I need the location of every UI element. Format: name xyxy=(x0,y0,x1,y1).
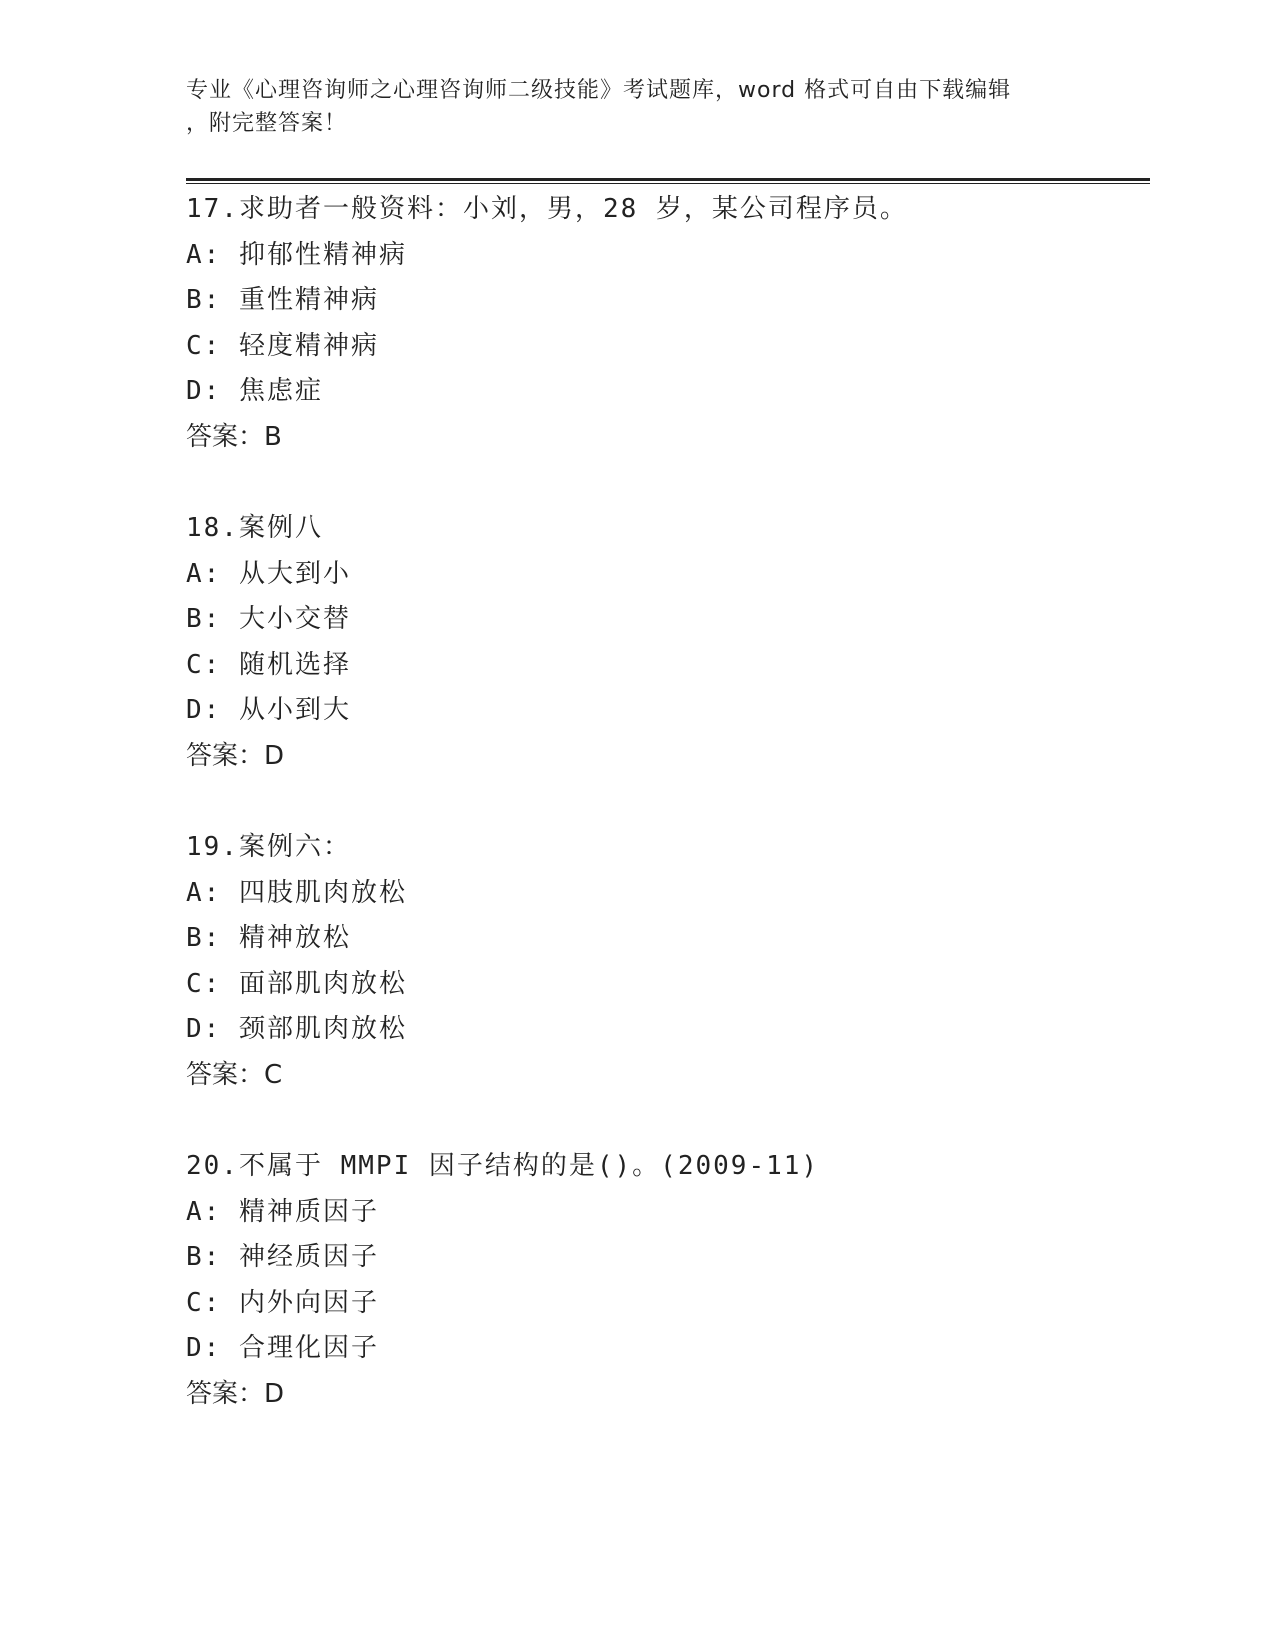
option-a: A: 抑郁性精神病 xyxy=(186,239,407,270)
option-b: B: 重性精神病 xyxy=(186,285,379,316)
header-divider-thin xyxy=(186,183,1150,184)
document-header xyxy=(186,74,1086,140)
option-d: D: 合理化因子 xyxy=(186,1333,379,1364)
option-a: A: 从大到小 xyxy=(186,558,351,589)
option-b: B: 大小交替 xyxy=(186,604,351,635)
option-a: A: 四肢肌肉放松 xyxy=(186,877,407,908)
answer-line: 答案：B xyxy=(186,421,282,452)
question-stem: 19.案例六： xyxy=(186,832,351,862)
answer-line: 答案：C xyxy=(186,1059,283,1090)
option-c: C: 轻度精神病 xyxy=(186,330,379,361)
option-b: B: 精神放松 xyxy=(186,923,351,954)
header-divider-thick xyxy=(186,178,1150,181)
question-stem: 18.案例八 xyxy=(186,513,323,543)
option-b: B: 神经质因子 xyxy=(186,1242,379,1273)
question-17 xyxy=(186,187,1146,461)
question-stem: 17.求助者一般资料：小刘，男，28 岁，某公司程序员。 xyxy=(186,194,908,224)
option-c: C: 内外向因子 xyxy=(186,1287,379,1318)
question-20 xyxy=(186,1144,1146,1418)
answer-line: 答案：D xyxy=(186,1378,285,1409)
option-a: A: 精神质因子 xyxy=(186,1196,379,1227)
question-stem: 20.不属于 MMPI 因子结构的是()。(2009-11) xyxy=(186,1151,820,1181)
option-c: C: 面部肌肉放松 xyxy=(186,968,407,999)
question-19 xyxy=(186,825,1146,1099)
option-d: D: 焦虑症 xyxy=(186,376,323,407)
header-line-2: ，附完整答案！ xyxy=(186,111,348,136)
option-d: D: 颈部肌肉放松 xyxy=(186,1014,407,1045)
option-c: C: 随机选择 xyxy=(186,649,351,680)
answer-line: 答案：D xyxy=(186,740,285,771)
header-line-1: 专业《心理咨询师之心理咨询师二级技能》考试题库，word 格式可自由下载编辑 xyxy=(186,78,1012,103)
question-18 xyxy=(186,506,1146,780)
option-d: D: 从小到大 xyxy=(186,695,351,726)
